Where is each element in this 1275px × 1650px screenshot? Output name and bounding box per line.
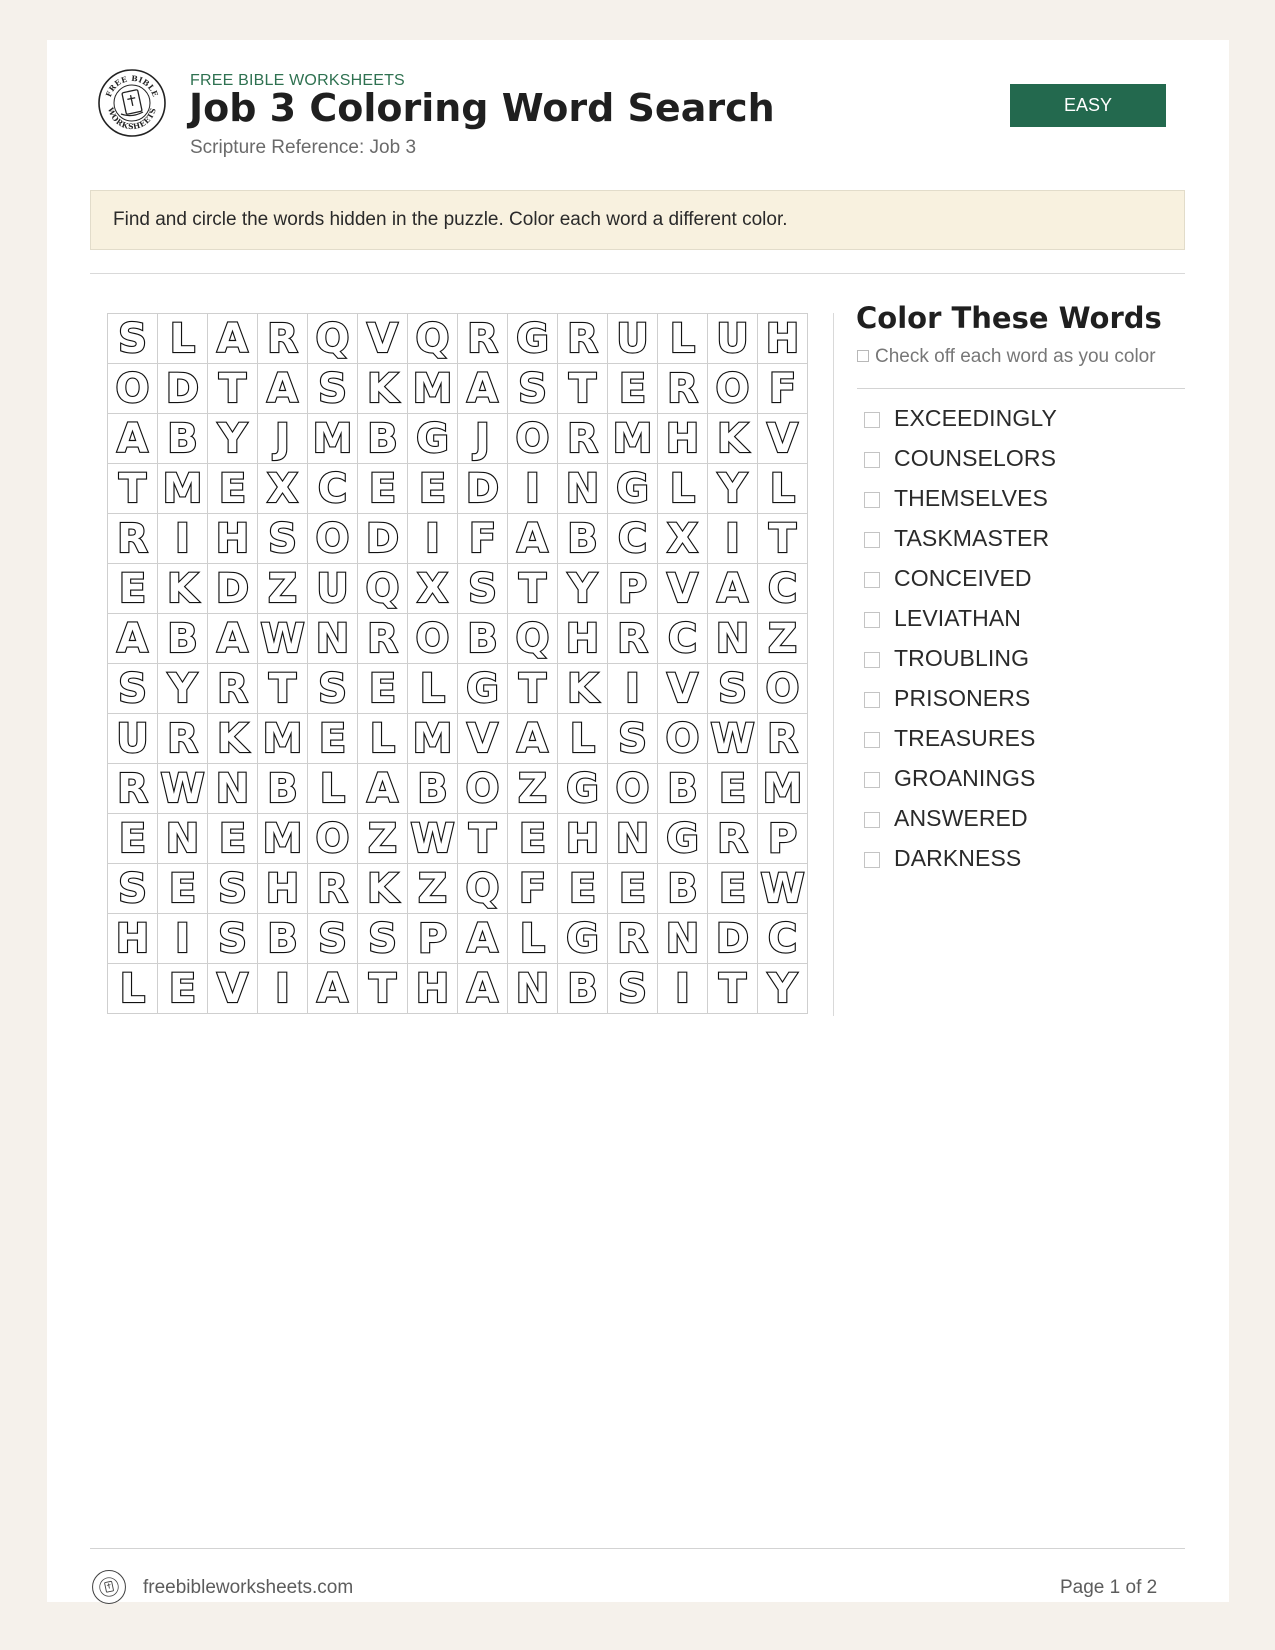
- grid-cell[interactable]: X: [258, 464, 308, 514]
- grid-cell[interactable]: Z: [508, 764, 558, 814]
- grid-cell[interactable]: L: [508, 914, 558, 964]
- grid-row: [108, 714, 808, 764]
- word-list-item: [857, 518, 1057, 558]
- grid-cell[interactable]: G: [658, 814, 708, 864]
- grid-cell[interactable]: R: [108, 514, 158, 564]
- grid-cell[interactable]: C: [758, 914, 808, 964]
- word-label: THEMSELVES: [894, 484, 1048, 511]
- grid-cell[interactable]: O: [108, 364, 158, 414]
- word-panel-title: Color These Words: [856, 301, 1162, 335]
- grid-cell[interactable]: A: [358, 764, 408, 814]
- grid-cell[interactable]: R: [208, 664, 258, 714]
- grid-row: [108, 764, 808, 814]
- word-list-item: [857, 598, 1057, 638]
- grid-cell[interactable]: T: [508, 664, 558, 714]
- grid-cell[interactable]: B: [458, 614, 508, 664]
- grid-cell[interactable]: L: [758, 464, 808, 514]
- grid-cell[interactable]: S: [108, 314, 158, 364]
- grid-cell[interactable]: Q: [458, 864, 508, 914]
- word-label: TASKMASTER: [894, 524, 1050, 551]
- grid-cell[interactable]: E: [308, 714, 358, 764]
- grid-cell[interactable]: V: [758, 414, 808, 464]
- grid-cell[interactable]: E: [208, 464, 258, 514]
- grid-cell[interactable]: U: [108, 714, 158, 764]
- difficulty-badge: EASY: [1010, 84, 1166, 127]
- grid-cell[interactable]: A: [108, 414, 158, 464]
- word-list-item: [857, 478, 1057, 518]
- grid-cell[interactable]: B: [158, 614, 208, 664]
- grid-cell[interactable]: U: [708, 314, 758, 364]
- grid-cell[interactable]: E: [408, 464, 458, 514]
- grid-cell[interactable]: N: [208, 764, 258, 814]
- grid-cell[interactable]: V: [658, 564, 708, 614]
- grid-cell[interactable]: H: [408, 964, 458, 1014]
- grid-cell[interactable]: C: [608, 514, 658, 564]
- grid-cell[interactable]: R: [608, 914, 658, 964]
- grid-cell[interactable]: S: [308, 364, 358, 414]
- grid-cell[interactable]: G: [608, 464, 658, 514]
- svg-text:WORKSHEETS: WORKSHEETS: [105, 106, 158, 132]
- grid-cell[interactable]: A: [708, 564, 758, 614]
- grid-row: [108, 414, 808, 464]
- grid-cell[interactable]: Y: [708, 464, 758, 514]
- grid-cell[interactable]: E: [158, 864, 208, 914]
- grid-cell[interactable]: O: [308, 514, 358, 564]
- grid-cell[interactable]: B: [358, 414, 408, 464]
- word-label: TREASURES: [894, 724, 1036, 751]
- grid-cell[interactable]: M: [258, 814, 308, 864]
- word-checkbox[interactable]: [864, 772, 880, 788]
- grid-row: [108, 464, 808, 514]
- word-list-item: [857, 558, 1057, 598]
- grid-cell[interactable]: B: [258, 914, 308, 964]
- grid-row: [108, 814, 808, 864]
- grid-cell[interactable]: U: [308, 564, 358, 614]
- grid-cell[interactable]: V: [358, 314, 408, 364]
- grid-cell[interactable]: H: [258, 864, 308, 914]
- grid-cell[interactable]: I: [708, 514, 758, 564]
- grid-cell[interactable]: Y: [758, 964, 808, 1014]
- grid-cell[interactable]: I: [158, 914, 208, 964]
- grid-cell[interactable]: A: [208, 314, 258, 364]
- grid-cell[interactable]: M: [258, 714, 308, 764]
- grid-cell[interactable]: R: [108, 764, 158, 814]
- grid-row: [108, 864, 808, 914]
- grid-cell[interactable]: N: [508, 964, 558, 1014]
- grid-cell[interactable]: O: [508, 414, 558, 464]
- grid-cell[interactable]: A: [108, 614, 158, 664]
- grid-cell[interactable]: Q: [408, 314, 458, 364]
- grid-cell[interactable]: O: [658, 714, 708, 764]
- grid-cell[interactable]: S: [508, 364, 558, 414]
- grid-cell[interactable]: O: [458, 764, 508, 814]
- grid-cell[interactable]: B: [658, 764, 708, 814]
- grid-cell[interactable]: R: [258, 314, 308, 364]
- grid-cell[interactable]: R: [308, 864, 358, 914]
- grid-cell[interactable]: T: [558, 364, 608, 414]
- word-checkbox[interactable]: [864, 852, 880, 868]
- word-checkbox[interactable]: [864, 412, 880, 428]
- grid-cell[interactable]: I: [608, 664, 658, 714]
- grid-cell[interactable]: K: [158, 564, 208, 614]
- grid-cell[interactable]: P: [758, 814, 808, 864]
- grid-cell[interactable]: M: [758, 764, 808, 814]
- grid-cell[interactable]: A: [458, 364, 508, 414]
- word-list-item: [857, 398, 1057, 438]
- grid-cell[interactable]: N: [308, 614, 358, 664]
- grid-cell[interactable]: I: [158, 514, 208, 564]
- column-divider: [833, 313, 834, 1016]
- grid-cell[interactable]: L: [158, 314, 208, 364]
- grid-cell[interactable]: G: [558, 914, 608, 964]
- word-checkbox[interactable]: [864, 612, 880, 628]
- grid-cell[interactable]: T: [208, 364, 258, 414]
- grid-cell[interactable]: E: [558, 864, 608, 914]
- grid-cell[interactable]: S: [208, 914, 258, 964]
- grid-cell[interactable]: A: [258, 364, 308, 414]
- divider: [90, 273, 1185, 274]
- word-list-item: [857, 758, 1057, 798]
- grid-cell[interactable]: Y: [558, 564, 608, 614]
- footer-site: freebibleworksheets.com: [143, 1577, 354, 1598]
- grid-cell[interactable]: F: [458, 514, 508, 564]
- grid-cell[interactable]: H: [658, 414, 708, 464]
- grid-cell[interactable]: J: [458, 414, 508, 464]
- grid-cell[interactable]: C: [658, 614, 708, 664]
- grid-cell[interactable]: W: [408, 814, 458, 864]
- grid-cell[interactable]: E: [608, 864, 658, 914]
- grid-cell[interactable]: Q: [508, 614, 558, 664]
- brand-label: FREE BIBLE WORKSHEETS: [190, 72, 405, 89]
- grid-cell[interactable]: B: [558, 964, 608, 1014]
- grid-cell[interactable]: S: [208, 864, 258, 914]
- grid-cell[interactable]: E: [108, 564, 158, 614]
- grid-cell[interactable]: N: [608, 814, 658, 864]
- grid-cell[interactable]: L: [658, 314, 708, 364]
- grid-cell[interactable]: T: [458, 814, 508, 864]
- grid-row: [108, 614, 808, 664]
- grid-cell[interactable]: I: [508, 464, 558, 514]
- grid-cell[interactable]: R: [558, 414, 608, 464]
- grid-cell[interactable]: C: [758, 564, 808, 614]
- grid-cell[interactable]: M: [408, 714, 458, 764]
- grid-cell[interactable]: G: [408, 414, 458, 464]
- grid-cell[interactable]: L: [408, 664, 458, 714]
- word-checkbox[interactable]: [864, 652, 880, 668]
- grid-cell[interactable]: D: [158, 364, 208, 414]
- scripture-reference: Scripture Reference: Job 3: [190, 137, 417, 158]
- grid-cell[interactable]: Q: [308, 314, 358, 364]
- page-number: Page 1 of 2: [1060, 1577, 1158, 1598]
- grid-row: [108, 664, 808, 714]
- grid-row: [108, 564, 808, 614]
- grid-cell[interactable]: G: [508, 314, 558, 364]
- grid-cell[interactable]: F: [758, 364, 808, 414]
- grid-cell[interactable]: R: [458, 314, 508, 364]
- grid-cell[interactable]: M: [408, 364, 458, 414]
- grid-cell[interactable]: T: [508, 564, 558, 614]
- grid-cell[interactable]: Z: [358, 814, 408, 864]
- grid-cell[interactable]: W: [258, 614, 308, 664]
- grid-cell[interactable]: H: [558, 814, 608, 864]
- grid-cell[interactable]: L: [558, 714, 608, 764]
- word-label: GROANINGS: [894, 764, 1036, 791]
- grid-cell[interactable]: B: [658, 864, 708, 914]
- grid-cell[interactable]: S: [308, 914, 358, 964]
- grid-cell[interactable]: S: [608, 714, 658, 764]
- grid-cell[interactable]: W: [158, 764, 208, 814]
- grid-cell[interactable]: E: [208, 814, 258, 864]
- grid-cell[interactable]: E: [158, 964, 208, 1014]
- grid-cell[interactable]: S: [108, 864, 158, 914]
- grid-cell[interactable]: Z: [408, 864, 458, 914]
- grid-cell[interactable]: R: [758, 714, 808, 764]
- grid-cell[interactable]: H: [208, 514, 258, 564]
- grid-cell[interactable]: H: [558, 614, 608, 664]
- grid-cell[interactable]: Z: [758, 614, 808, 664]
- grid-cell[interactable]: B: [258, 764, 308, 814]
- grid-cell[interactable]: X: [408, 564, 458, 614]
- grid-cell[interactable]: O: [608, 764, 658, 814]
- grid-cell[interactable]: M: [308, 414, 358, 464]
- grid-cell[interactable]: S: [358, 914, 408, 964]
- grid-cell[interactable]: N: [658, 914, 708, 964]
- grid-cell[interactable]: V: [208, 964, 258, 1014]
- grid-cell[interactable]: B: [558, 514, 608, 564]
- grid-cell[interactable]: C: [308, 464, 358, 514]
- grid-cell[interactable]: R: [608, 614, 658, 664]
- grid-cell[interactable]: V: [458, 714, 508, 764]
- grid-cell[interactable]: E: [708, 764, 758, 814]
- grid-cell[interactable]: D: [208, 564, 258, 614]
- grid-cell[interactable]: S: [258, 514, 308, 564]
- word-label: EXCEEDINGLY: [894, 404, 1057, 431]
- grid-cell[interactable]: Y: [158, 664, 208, 714]
- word-checkbox[interactable]: [864, 532, 880, 548]
- grid-cell[interactable]: S: [458, 564, 508, 614]
- grid-row: [108, 364, 808, 414]
- grid-cell[interactable]: P: [408, 914, 458, 964]
- grid-cell[interactable]: Q: [358, 564, 408, 614]
- grid-cell[interactable]: N: [708, 614, 758, 664]
- word-checkbox[interactable]: [864, 692, 880, 708]
- word-checkbox[interactable]: [864, 452, 880, 468]
- word-label: LEVIATHAN: [894, 604, 1022, 631]
- worksheet-page: [47, 40, 1229, 1602]
- word-label: CONCEIVED: [894, 564, 1032, 591]
- grid-cell[interactable]: F: [508, 864, 558, 914]
- grid-cell[interactable]: R: [158, 714, 208, 764]
- grid-cell[interactable]: S: [308, 664, 358, 714]
- footer-divider: [90, 1548, 1185, 1549]
- grid-cell[interactable]: O: [708, 364, 758, 414]
- grid-cell[interactable]: X: [658, 514, 708, 564]
- grid-cell[interactable]: S: [608, 964, 658, 1014]
- word-label: TROUBLING: [894, 644, 1030, 671]
- grid-row: [108, 964, 808, 1014]
- grid-cell[interactable]: L: [658, 464, 708, 514]
- grid-cell[interactable]: M: [158, 464, 208, 514]
- grid-cell[interactable]: E: [608, 364, 658, 414]
- grid-cell[interactable]: N: [558, 464, 608, 514]
- grid-cell[interactable]: L: [308, 764, 358, 814]
- word-search-grid: [107, 313, 808, 1014]
- grid-cell[interactable]: I: [658, 964, 708, 1014]
- checkbox-icon: [857, 350, 869, 362]
- word-label: COUNSELORS: [894, 444, 1057, 471]
- word-panel-subtitle-text: Check off each word as you color: [875, 346, 1156, 367]
- word-checkbox[interactable]: [864, 812, 880, 828]
- divider: [857, 388, 1185, 389]
- word-list-item: [857, 798, 1057, 838]
- grid-cell[interactable]: T: [258, 664, 308, 714]
- word-label: DARKNESS: [894, 844, 1022, 871]
- grid-cell[interactable]: D: [458, 464, 508, 514]
- grid-cell[interactable]: U: [608, 314, 658, 364]
- grid-row: [108, 514, 808, 564]
- grid-cell[interactable]: E: [358, 664, 408, 714]
- word-list-item: [857, 718, 1057, 758]
- grid-cell[interactable]: B: [158, 414, 208, 464]
- grid-cell[interactable]: W: [708, 714, 758, 764]
- grid-cell[interactable]: E: [508, 814, 558, 864]
- grid-cell[interactable]: S: [708, 664, 758, 714]
- word-list-item: [857, 678, 1057, 718]
- word-checkbox[interactable]: [864, 492, 880, 508]
- grid-cell[interactable]: G: [558, 764, 608, 814]
- grid-row: [108, 914, 808, 964]
- word-label: ANSWERED: [894, 804, 1028, 831]
- grid-cell[interactable]: A: [458, 914, 508, 964]
- grid-cell[interactable]: L: [108, 964, 158, 1014]
- grid-cell[interactable]: A: [508, 514, 558, 564]
- instructions-box: Find and circle the words hidden in the puzzle. Color each word a different color.: [90, 190, 1185, 250]
- grid-cell[interactable]: K: [558, 664, 608, 714]
- word-list: [857, 398, 1057, 878]
- grid-cell[interactable]: W: [758, 864, 808, 914]
- grid-cell[interactable]: A: [508, 714, 558, 764]
- grid-cell[interactable]: D: [358, 514, 408, 564]
- grid-cell[interactable]: A: [208, 614, 258, 664]
- grid-row: [108, 314, 808, 364]
- grid-cell[interactable]: A: [458, 964, 508, 1014]
- word-label: PRISONERS: [894, 684, 1031, 711]
- grid-cell[interactable]: Z: [258, 564, 308, 614]
- grid-cell[interactable]: H: [108, 914, 158, 964]
- footer-logo-icon: [91, 1569, 127, 1605]
- grid-cell[interactable]: R: [658, 364, 708, 414]
- grid-cell[interactable]: O: [758, 664, 808, 714]
- grid-cell[interactable]: K: [208, 714, 258, 764]
- grid-cell[interactable]: M: [608, 414, 658, 464]
- word-list-item: [857, 438, 1057, 478]
- grid-cell[interactable]: Y: [208, 414, 258, 464]
- grid-cell[interactable]: A: [308, 964, 358, 1014]
- word-checkbox[interactable]: [864, 572, 880, 588]
- grid-cell[interactable]: R: [358, 614, 408, 664]
- word-checkbox[interactable]: [864, 732, 880, 748]
- grid-cell[interactable]: K: [358, 864, 408, 914]
- word-panel-subtitle: [857, 346, 1156, 368]
- grid-cell[interactable]: O: [308, 814, 358, 864]
- word-list-item: [857, 638, 1057, 678]
- grid-cell[interactable]: R: [558, 314, 608, 364]
- grid-cell[interactable]: E: [358, 464, 408, 514]
- grid-cell[interactable]: J: [258, 414, 308, 464]
- grid-cell[interactable]: L: [358, 714, 408, 764]
- grid-cell[interactable]: R: [708, 814, 758, 864]
- grid-cell[interactable]: T: [358, 964, 408, 1014]
- grid-cell[interactable]: I: [408, 514, 458, 564]
- grid-cell[interactable]: N: [158, 814, 208, 864]
- grid-cell[interactable]: S: [108, 664, 158, 714]
- grid-cell[interactable]: T: [758, 514, 808, 564]
- grid-cell[interactable]: O: [408, 614, 458, 664]
- svg-text:FREE BIBLE: FREE BIBLE: [103, 73, 161, 99]
- book-seal-logo-icon: [97, 68, 167, 138]
- grid-cell[interactable]: D: [708, 914, 758, 964]
- grid-cell[interactable]: E: [708, 864, 758, 914]
- grid-cell[interactable]: E: [108, 814, 158, 864]
- grid-cell[interactable]: K: [708, 414, 758, 464]
- grid-cell[interactable]: I: [258, 964, 308, 1014]
- grid-cell[interactable]: P: [608, 564, 658, 614]
- word-list-item: [857, 838, 1057, 878]
- grid-cell[interactable]: K: [358, 364, 408, 414]
- grid-cell[interactable]: G: [458, 664, 508, 714]
- grid-cell[interactable]: T: [108, 464, 158, 514]
- grid-cell[interactable]: V: [658, 664, 708, 714]
- page-title: Job 3 Coloring Word Search: [189, 86, 775, 130]
- grid-cell[interactable]: H: [758, 314, 808, 364]
- grid-cell[interactable]: B: [408, 764, 458, 814]
- grid-cell[interactable]: T: [708, 964, 758, 1014]
